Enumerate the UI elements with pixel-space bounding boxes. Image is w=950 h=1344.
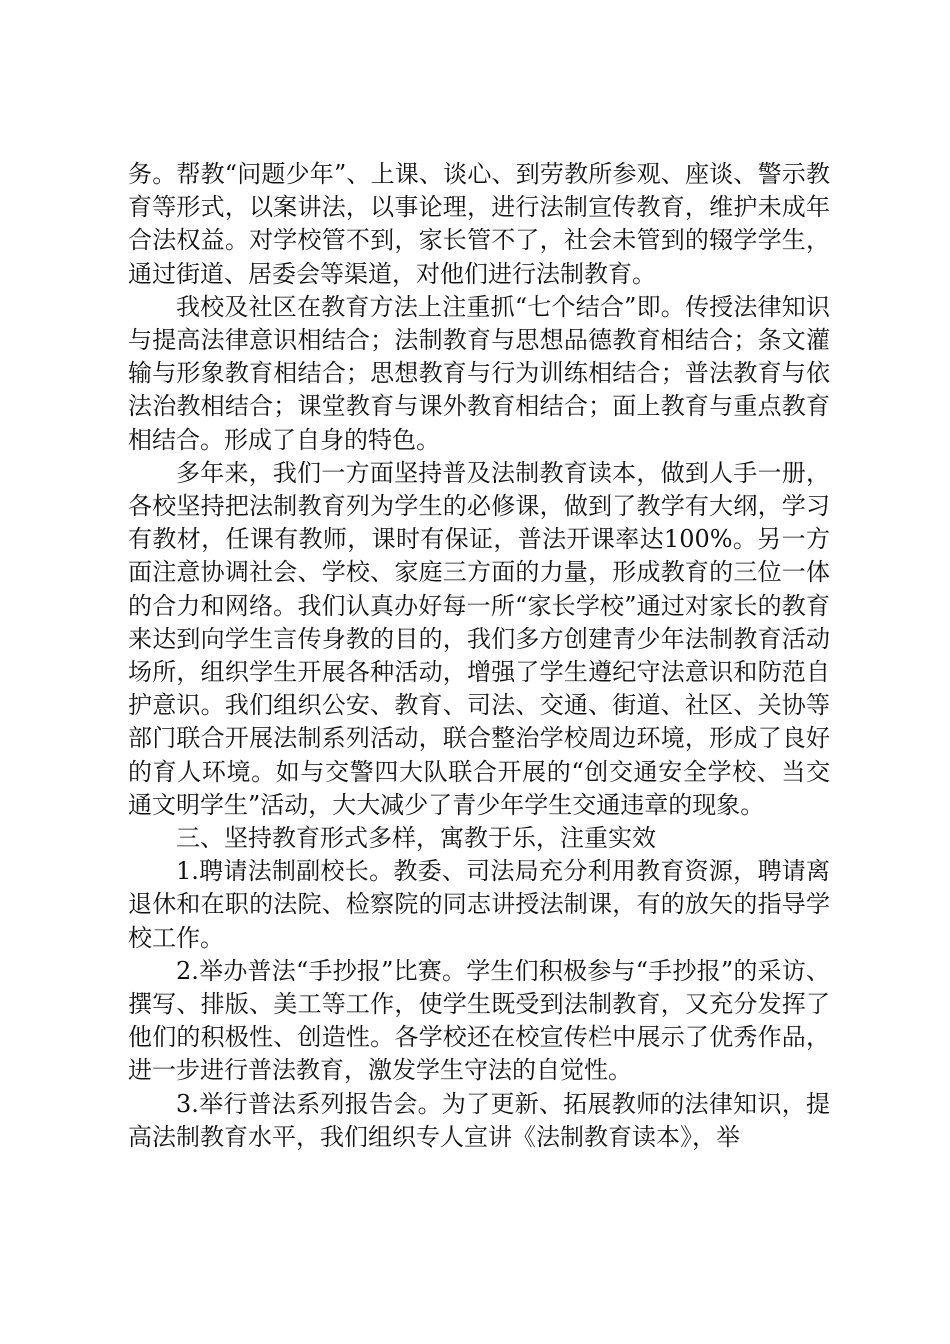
paragraph-continued: 务。帮教“问题少年”、上课、谈心、到劳教所参观、座谈、警示教育等形式，以案讲法，以事论理，进行法制宣传教育，维护未成年合法权益。对学校管不到，家长管不了，社会未管到的辍学学生，通过街道、居委会等渠道，对他们进行法制教育。 — [128, 160, 830, 288]
document-body — [128, 158, 830, 1154]
paragraph-years-of-work: 多年来，我们一方面坚持普及法制教育读本，做到人手一册，各校坚持把法制教育列为学生的必修课，做到了教学有大纲，学习有教材，任课有教师，课时有保证，普法开课率达100%。另一方面注意协调社会、学校、家庭三方面的力量，形成教育的三位一体的合力和网络。我们认真办好每一所“家长学校”通过对家长的教育来达到向学生言传身教的目的，我们多方创建青少年法制教育活动场所，组织学生开展各种活动，增强了学生遵纪守法意识和防范自护意识。我们组织公安、教育、司法、交通、街道、社区、关协等部门联合开展法制系列活动，联合整治学校周边环境，形成了良好的育人环境。如与交警四大队联合开展的“创交通安全学校、当交通文明学生”活动，大大减少了青少年学生交通违章的现象。 — [128, 458, 830, 819]
section-heading-three: 三、坚持教育形式多样，寓教于乐，注重实效 — [176, 824, 656, 853]
list-item-2: 2.举办普法“手抄报”比赛。学生们积极参与“手抄报”的采访、撰写、排版、美工等工作，使学生既受到法制教育，又充分发挥了他们的积极性、创造性。各学校还在校宣传栏中展示了优秀作品，进一步进行普法教育，激发学生守法的自觉性。 — [128, 956, 830, 1085]
list-item-1: 1.聘请法制副校长。教委、司法局充分利用教育资源，聘请离退休和在职的法院、检察院的同志讲授法制课，有的放矢的指导学校工作。 — [128, 857, 830, 952]
list-item-3: 3.举行普法系列报告会。为了更新、拓展教师的法律知识，提高法制教育水平，我们组织专人宣讲《法制教育读本》，举 — [128, 1089, 830, 1151]
paragraph-seven-combinations: 我校及社区在教育方法上注重抓“七个结合”即。传授法律知识与提高法律意识相结合；法制教育与思想品德教育相结合；条文灌输与形象教育相结合；思想教育与行为训练相结合；普法教育与依法治教相结合；课堂教育与课外教育相结合；面上教育与重点教育相结合。形成了自身的特色。 — [128, 292, 830, 454]
